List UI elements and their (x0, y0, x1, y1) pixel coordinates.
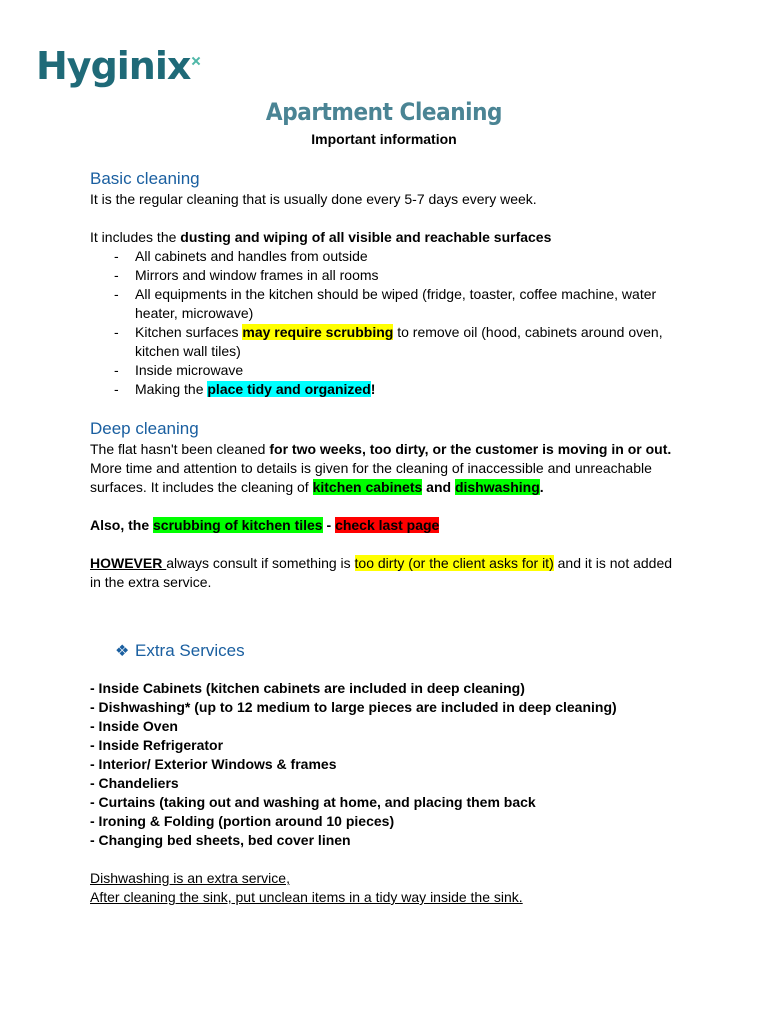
basic-includes-bold: dusting and wiping of all visible and reachable surfaces (180, 229, 552, 245)
deep-however (90, 554, 680, 592)
deep-and: and (422, 479, 455, 495)
highlight-place-tidy: place tidy and organized (207, 381, 371, 397)
deep-also-text: Also, the (90, 517, 154, 533)
extra-services-heading: Extra Services (135, 641, 245, 660)
list-item: - Dishwashing* (up to 12 medium to large pieces are included in deep cleaning) (90, 699, 617, 715)
deep-bold: for two weeks, too dirty, or the customer is moving in or out. (269, 441, 672, 457)
highlight-too-dirty: too dirty (or the client asks for it) (354, 555, 554, 571)
list-item: - Interior/ Exterior Windows & frames (90, 756, 337, 772)
list-item: - Inside Cabinets (kitchen cabinets are included in deep cleaning) (90, 680, 525, 696)
however-text: always consult if something is (166, 555, 355, 571)
diamond-bullet-icon: ❖ (115, 642, 130, 660)
list-item: - Curtains (taking out and washing at home, and placing them back (90, 794, 536, 810)
list-item (90, 323, 680, 361)
extra-services-list (90, 679, 680, 850)
list-item: - Inside Oven (90, 718, 178, 734)
however-label: HOWEVER (90, 555, 167, 571)
deep-end: . (539, 479, 544, 495)
note-text: Dishwashing is an extra service, (90, 870, 290, 886)
document-body (90, 168, 680, 907)
page-subtitle: Important information (311, 131, 457, 147)
list-item-text: Kitchen surfaces (135, 324, 243, 340)
basic-includes (90, 228, 680, 247)
basic-cleaning-heading: Basic cleaning (90, 169, 200, 188)
extra-services-header (115, 640, 680, 662)
list-item: - Chandeliers (90, 775, 179, 791)
list-item: - Inside microwave (90, 361, 680, 380)
list-item-text: Making the (135, 381, 208, 397)
highlight-dishwashing: dishwashing (454, 479, 540, 495)
basic-includes-prefix: It includes the (90, 229, 181, 245)
logo (36, 44, 201, 88)
basic-list (90, 247, 680, 399)
logo-text: Hyginix (36, 44, 191, 88)
list-item-text: to remove oil (hood, cabinets around oven, kitchen wall tiles) (135, 324, 663, 359)
list-item: - All cabinets and handles from outside (90, 247, 680, 266)
page-title: Apartment Cleaning (265, 98, 503, 126)
note-text: After cleaning the sink, put unclean items in a tidy way inside the sink. (90, 889, 523, 905)
deep-cleaning-heading: Deep cleaning (90, 419, 199, 438)
list-item (90, 380, 680, 399)
list-item: - All equipments in the kitchen should be wiped (fridge, toaster, coffee machine, water heater, microwave) (90, 285, 680, 323)
highlight-scrubbing-tiles: scrubbing of kitchen tiles (153, 517, 323, 533)
list-item: - Inside Refrigerator (90, 737, 224, 753)
deep-text: The flat hasn't been cleaned (90, 441, 270, 457)
logo-x-mark-icon (191, 56, 201, 66)
dishwashing-note-1 (90, 869, 680, 888)
list-item: - Mirrors and window frames in all rooms (90, 266, 680, 285)
list-item-text: ! (370, 381, 376, 397)
deep-also-dash: - (322, 517, 336, 533)
list-item: - Ironing & Folding (portion around 10 pieces) (90, 813, 395, 829)
highlight-check-last-page: check last page (335, 517, 440, 533)
deep-paragraph (90, 440, 680, 497)
deep-also (90, 516, 680, 535)
highlight-kitchen-cabinets: kitchen cabinets (312, 479, 423, 495)
basic-intro: It is the regular cleaning that is usually done every 5-7 days every week. (90, 191, 537, 207)
deep-text: More time and attention to details is given for the cleaning of inaccessible and unreachable surfaces. It includes the cleaning of (90, 460, 652, 495)
however-text: and it is not added in the extra service. (90, 555, 673, 590)
list-item: - Changing bed sheets, bed cover linen (90, 832, 351, 848)
dishwashing-note-2 (90, 888, 680, 907)
highlight-may-require-scrubbing: may require scrubbing (242, 324, 394, 340)
